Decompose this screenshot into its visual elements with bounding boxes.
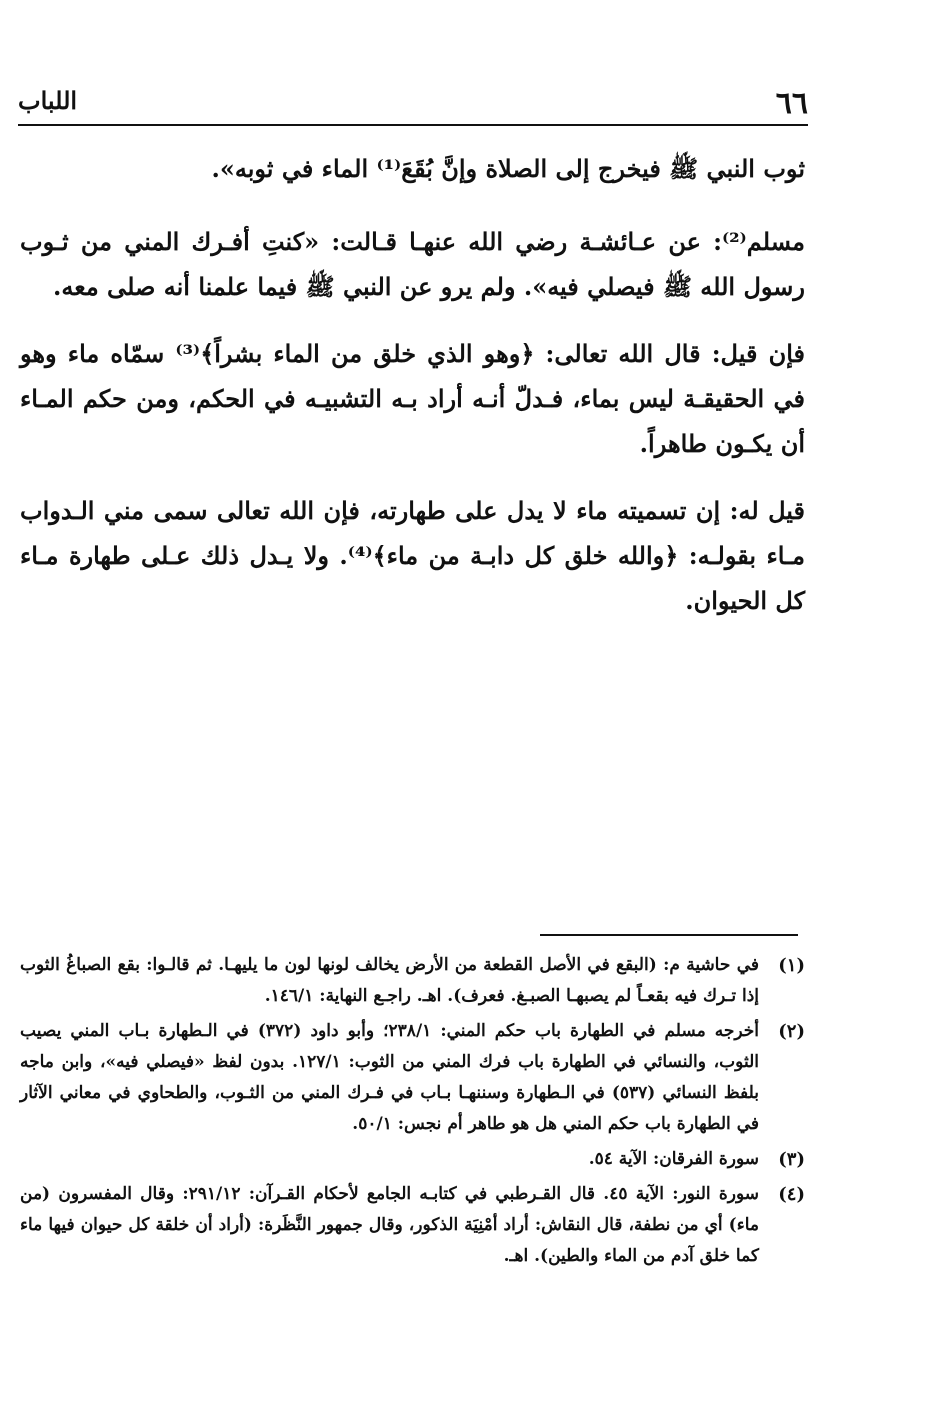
footnote — [20, 1144, 805, 1175]
paragraph: فإن قيل: قال الله تعالى: ﴿وهو الذي خلق من الماء بشراً﴾⁽³⁾ سمّاه ماء وهو في الحقيقـة ليس بماء، فـدلّ أنـه أراد بـه التشبيـه في الحكم، ومن حكم المـاء أن يكـون طاهراً. — [20, 339, 805, 458]
header-rule — [18, 124, 808, 126]
paragraph: قيل له: إن تسميته ماء لا يدل على طهارته، فإن الله تعالى سمى مني الـدواب مـاء بقولـه: ﴿والله خلق كل دابـة من ماء﴾⁽⁴⁾. ولا يـدل ذلك عـلى طهارة مـاء كل الحيوان. — [20, 496, 806, 615]
page-header — [18, 84, 808, 122]
footnote-text: سورة الفرقان: الآية ٥٤. — [588, 1149, 759, 1169]
footnotes — [20, 950, 805, 1276]
running-title: اللباب — [18, 86, 78, 115]
paragraph: مسلم⁽²⁾: عن عـائشـة رضي الله عنهـا قـالت: «كنتِ أفـرك المني من ثـوب رسول الله ﷺ فيصلي فيه». ولم يرو عن النبي ﷺ فيما علمنا أنه صلى معه. — [20, 227, 805, 301]
footnote-separator — [540, 934, 798, 936]
main-text — [20, 146, 805, 645]
footnote — [20, 1179, 805, 1272]
paragraph: ثوب النبي ﷺ فيخرج إلى الصلاة وإنَّ بُقَعَ⁽¹⁾ الماء في ثوبه». — [211, 154, 805, 183]
footnote-text: سورة النور: الآية ٤٥. قال القـرطبي في كتابـه الجامع لأحكام القـرآن: ٢٩١/١٢: وقال المفسرون (من ماء) أي من نطفة، قال النقاش: أراد أمْنِيَة الذكور، وقال جمهور النَّظَرة: (أراد أن خلقة كل حيوان فيها ماء كما خلق آدم من الماء والطين). اهـ. — [20, 1184, 759, 1266]
page-number: ٦٦ — [775, 86, 808, 121]
footnote-number: (٢) — [778, 1021, 805, 1042]
footnote-number: (١) — [778, 955, 805, 976]
footnote-text: أخرجه مسلم في الطهارة باب حكم المني: ٢٣٨/١؛ وأبو داود (٣٧٢) في الـطهارة بـاب المني يصيب الثوب، والنسائي في الطهارة باب فرك المني من الثوب: ١٢٧/١. بدون لفظ «فيصلي فيه»، وابن ماجه بلفظ النسائي (٥٣٧) في الـطهارة وسننهـا بـاب في فـرك المني من الثـوب، والطحاوي في معاني الآثار في الطهارة باب حكم المني هل هو طاهر أم نجس: ٥٠/١. — [20, 1021, 760, 1134]
footnote-number: (٤) — [778, 1184, 805, 1205]
footnote — [20, 950, 805, 1012]
footnote — [20, 1016, 805, 1140]
footnote-number: (٣) — [778, 1149, 805, 1170]
footnote-text: في حاشية م: (البقع في الأصل القطعة من الأرض يخالف لونها لون ما يليهـا. ثم قالـوا: بقع الصباغُ الثوب إذا تـرك فيه بقعـاً لم يصبهـا الصبـغ. فعرف). اهـ. راجـع النهاية: ١٤٦/١. — [20, 955, 759, 1006]
